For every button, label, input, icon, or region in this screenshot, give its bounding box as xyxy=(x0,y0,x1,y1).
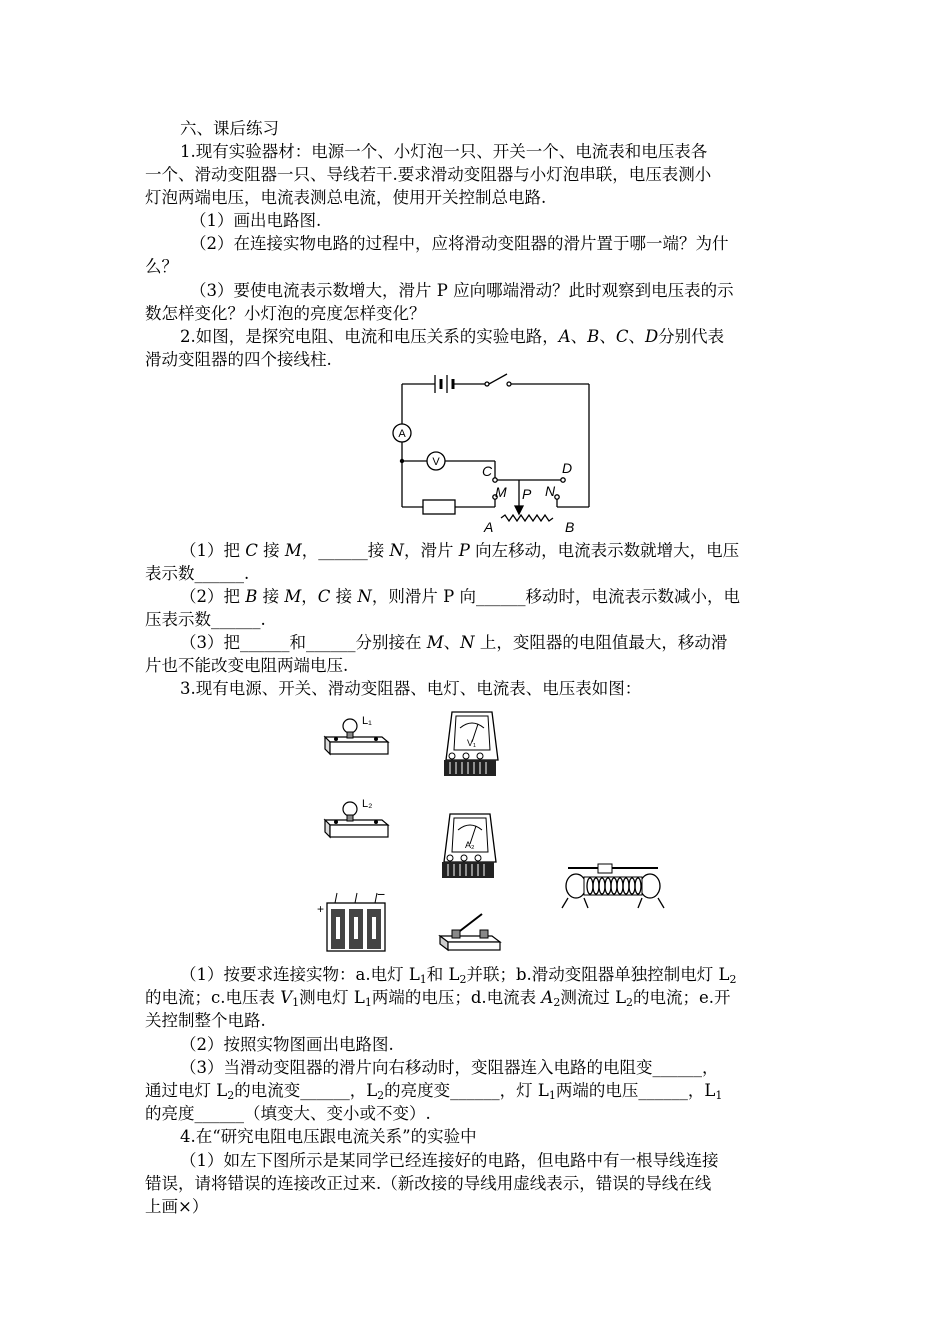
label-A-end: A xyxy=(484,519,494,535)
circuit-diagram xyxy=(385,372,615,537)
q3-line1: 3.现有电源、开关、滑动变阻器、电灯、电流表、电压表如图： xyxy=(180,679,642,698)
q3-sub3-line2: 通过电灯 $L_2$的电流变______，$L_2$的亮度变______，灯 $L_1$两端的电压______，$L_1$ xyxy=(145,1081,723,1102)
q2-sub3-line1: （3）把______和______分别接在 M、N 上，变阻器的电阻值最大，移动滑 xyxy=(180,633,728,652)
rheostat-figure xyxy=(558,862,668,910)
q3-sub3-line3: 的亮度______（填变大、变小或不变）. xyxy=(145,1104,431,1123)
q1-part2-line2: 么？ xyxy=(145,257,178,276)
q3-sub3-line1: （3）当滑动变阻器的滑片向右移动时，变阻器连入电路的电阻变______， xyxy=(180,1058,719,1077)
section-title: 六、课后练习 xyxy=(180,119,279,138)
q4-line1: 4.在“研究电阻电压跟电流关系”的实验中 xyxy=(180,1127,477,1146)
q1-line1: 1.现有实验器材：电源一个、小灯泡一只、开关一个、电流表和电压表各 xyxy=(180,142,708,161)
voltmeter-symbol: V xyxy=(432,456,440,468)
label-M: M xyxy=(495,484,507,500)
q3-sub1-line3: 关控制整个电路. xyxy=(145,1011,266,1030)
A2-label: A₂ xyxy=(465,840,475,850)
label-D: D xyxy=(562,460,573,476)
q3-sub1-line2: 的电流；c.电压表 $V_1$测电灯 $L_1$两端的电压；d.电流表 $A_2$测流过 $L_2$的电流；e.开 xyxy=(145,988,731,1009)
q2-sub2-line2: 压表示数______. xyxy=(145,610,266,629)
label-N: N xyxy=(545,483,556,499)
label-P: P xyxy=(522,486,532,502)
q2-sub2-line1: （2）把 B 接 M，C 接 N，则滑片 P 向______移动时，电流表示数减小，电 xyxy=(180,587,740,606)
q1-line2: 一个、滑动变阻器一只、导线若干.要求滑动变阻器与小灯泡串联，电压表测小 xyxy=(145,165,712,184)
L1-label: L₁ xyxy=(362,715,372,727)
ammeter-symbol: A xyxy=(398,428,406,440)
lamp-L1-figure xyxy=(320,712,390,760)
lamp-L2-figure xyxy=(320,795,390,843)
q1-part3-line2: 数怎样变化？小灯泡的亮度怎样变化？ xyxy=(145,304,426,323)
q2-line1: 2.如图，是探究电阻、电流和电压关系的实验电路，A、B、C、D分别代表 xyxy=(180,327,725,346)
q4-line3: 错误，请将错误的连接改正过来.（新改接的导线用虚线表示，错误的导线在线 xyxy=(145,1174,712,1193)
q2-sub1-line1: （1）把 C 接 M，______接 N，滑片 P 向左移动，电流表示数就增大，电压 xyxy=(180,541,740,560)
q1-part3-line1: （3）要使电流表示数增大，滑片 P 应向哪端滑动？此时观察到电压表的示 xyxy=(190,281,734,300)
battery-figure xyxy=(315,885,390,955)
q1-line3: 灯泡两端电压，电流表测总电流，使用开关控制总电路. xyxy=(145,188,547,207)
q1-part1: （1）画出电路图. xyxy=(190,211,322,230)
q2-sub1-line2: 表示数______. xyxy=(145,564,250,583)
switch-figure xyxy=(436,910,504,955)
q2-line2: 滑动变阻器的四个接线柱. xyxy=(145,350,332,369)
ammeter-A2-figure xyxy=(438,812,498,882)
label-B-end: B xyxy=(565,519,575,535)
q4-line2: （1）如左下图所示是某同学已经连接好的电路，但电路中有一根导线连接 xyxy=(180,1151,719,1170)
battery-plus: + xyxy=(317,902,325,916)
q3-sub2: （2）按照实物图画出电路图. xyxy=(180,1035,394,1054)
q4-line4: 上画×） xyxy=(145,1197,209,1216)
label-C: C xyxy=(482,463,493,479)
q3-sub1-line1: （1）按要求连接实物：a.电灯 $L_1$和 $L_2$并联；b.滑动变阻器单独控制电灯 $L_2$ xyxy=(180,965,737,986)
q2-sub3-line2: 片也不能改变电阻两端电压. xyxy=(145,656,349,675)
voltmeter-V1-figure xyxy=(440,710,500,780)
V1-label: V₁ xyxy=(467,738,477,748)
q1-part2-line1: （2）在连接实物电路的过程中，应将滑动变阻器的滑片置于哪一端？为什 xyxy=(190,234,729,253)
battery-minus: − xyxy=(377,886,386,902)
L2-label: L₂ xyxy=(362,798,373,810)
